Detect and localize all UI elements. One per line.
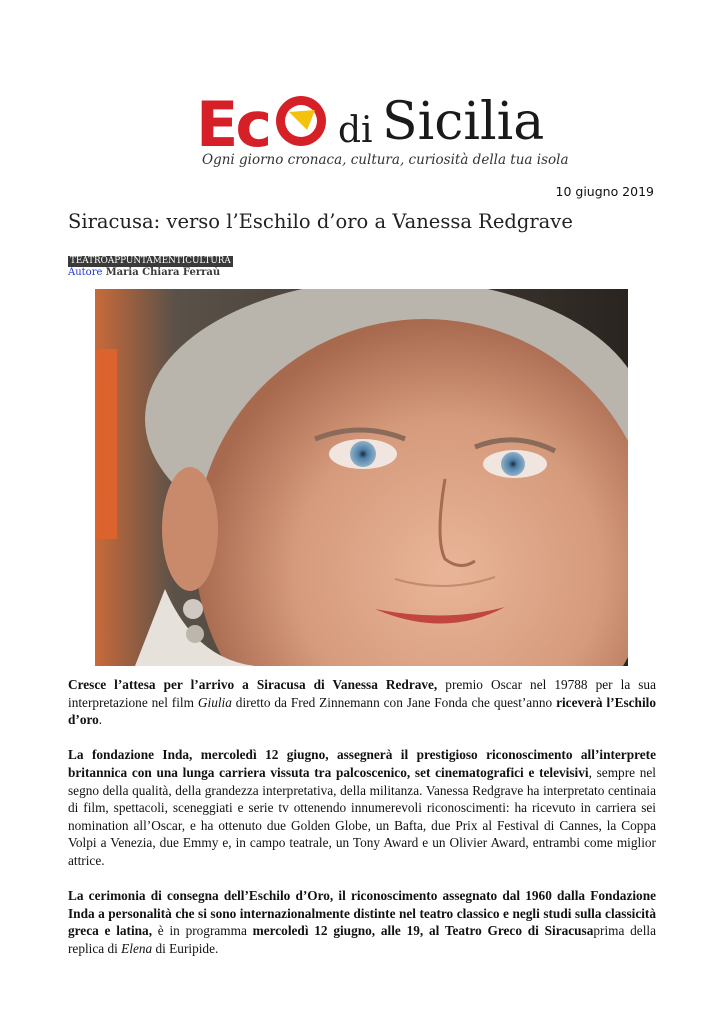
- paragraph-2: [68, 746, 656, 869]
- p1-italic-1: Giulia: [197, 694, 232, 710]
- logo-sicilia-text: Sicilia: [382, 92, 545, 152]
- p1-bold-2: riceverà l’Eschilo d’oro: [68, 694, 656, 728]
- portrait-photo: [95, 289, 628, 666]
- p2-bold-1: La fondazione Inda, mercoledì 12 giugno, assegnerà il prestigioso riconoscimento all’interprete britannica con una lunga carriera vissuta tra palcoscenico, set cinematografici e televisivi: [68, 747, 656, 780]
- article-body: [68, 676, 656, 975]
- p3-bold-1: La cerimonia di consegna dell’Eschilo d’Oro, il riconoscimento assegnato dal 1960 dalla Fondazione Inda a personalità che si sono internazionalmente distinte nel teatro classico e negli studi sulla classicità greca e latina,: [68, 888, 656, 939]
- portrait-image: [95, 289, 628, 666]
- p1-text-2: diretto da Fred Zinnemann con Jane Fonda che quest’anno: [231, 694, 557, 710]
- author-line: [68, 267, 220, 278]
- paragraph-3: [68, 887, 656, 957]
- p1-bold-1: Cresce l’attesa per l’arrivo a Siracusa di Vanessa Redrave,: [68, 677, 438, 692]
- p3-text-3: di Euripide.: [152, 940, 219, 956]
- logo-di-text: di: [338, 110, 373, 151]
- site-logo[interactable]: [196, 84, 569, 174]
- author-label-link[interactable]: Autore: [68, 267, 103, 278]
- p1-text-3: .: [98, 712, 103, 728]
- sicily-island-icon: [276, 96, 326, 146]
- p3-bold-2: mercoledì 12 giugno, alle 19, al Teatro Greco di Siracusa: [252, 923, 594, 939]
- p3-text-1: è in programma: [152, 923, 253, 939]
- p2-text-1: , sempre nel segno della qualità, della grandezza interpretativa, della militanza. Vanessa Redgrave ha interpretato centinaia di film, spettacoli, sceneggiati e serie tv ottenendo innumerevoli riconoscimenti: ha ricevuto in carriera sei nomination all’Oscar, e ha ottenuto due Golden Globe, un Bafta, due Prix al Festival di Cannes, la Coppa Volpi a Venezia, due Emmy e, in campo teatrale, un Tony Award e un Olivier Award, entrambi come miglior attrice.: [68, 764, 656, 868]
- author-name: Maria Chiara Ferraù: [105, 267, 221, 278]
- logo-tagline: Ogni giorno cronaca, cultura, curiosità della tua isola: [202, 152, 569, 168]
- p3-italic-1: Elena: [121, 940, 153, 956]
- category-tags[interactable]: TEATROAPPUNTAMENTICULTURA: [70, 256, 231, 266]
- paragraph-1: [68, 676, 656, 729]
- article-title: Siracusa: verso l’Eschilo d’oro a Vanessa Redgrave: [68, 210, 573, 233]
- article-date: 10 giugno 2019: [555, 184, 654, 199]
- p3-text-2: prima della replica di: [68, 923, 656, 956]
- p1-text-1: premio Oscar nel 19788 per la sua interpretazione nel film: [68, 677, 656, 710]
- logo-eco-text: Ec: [196, 88, 270, 161]
